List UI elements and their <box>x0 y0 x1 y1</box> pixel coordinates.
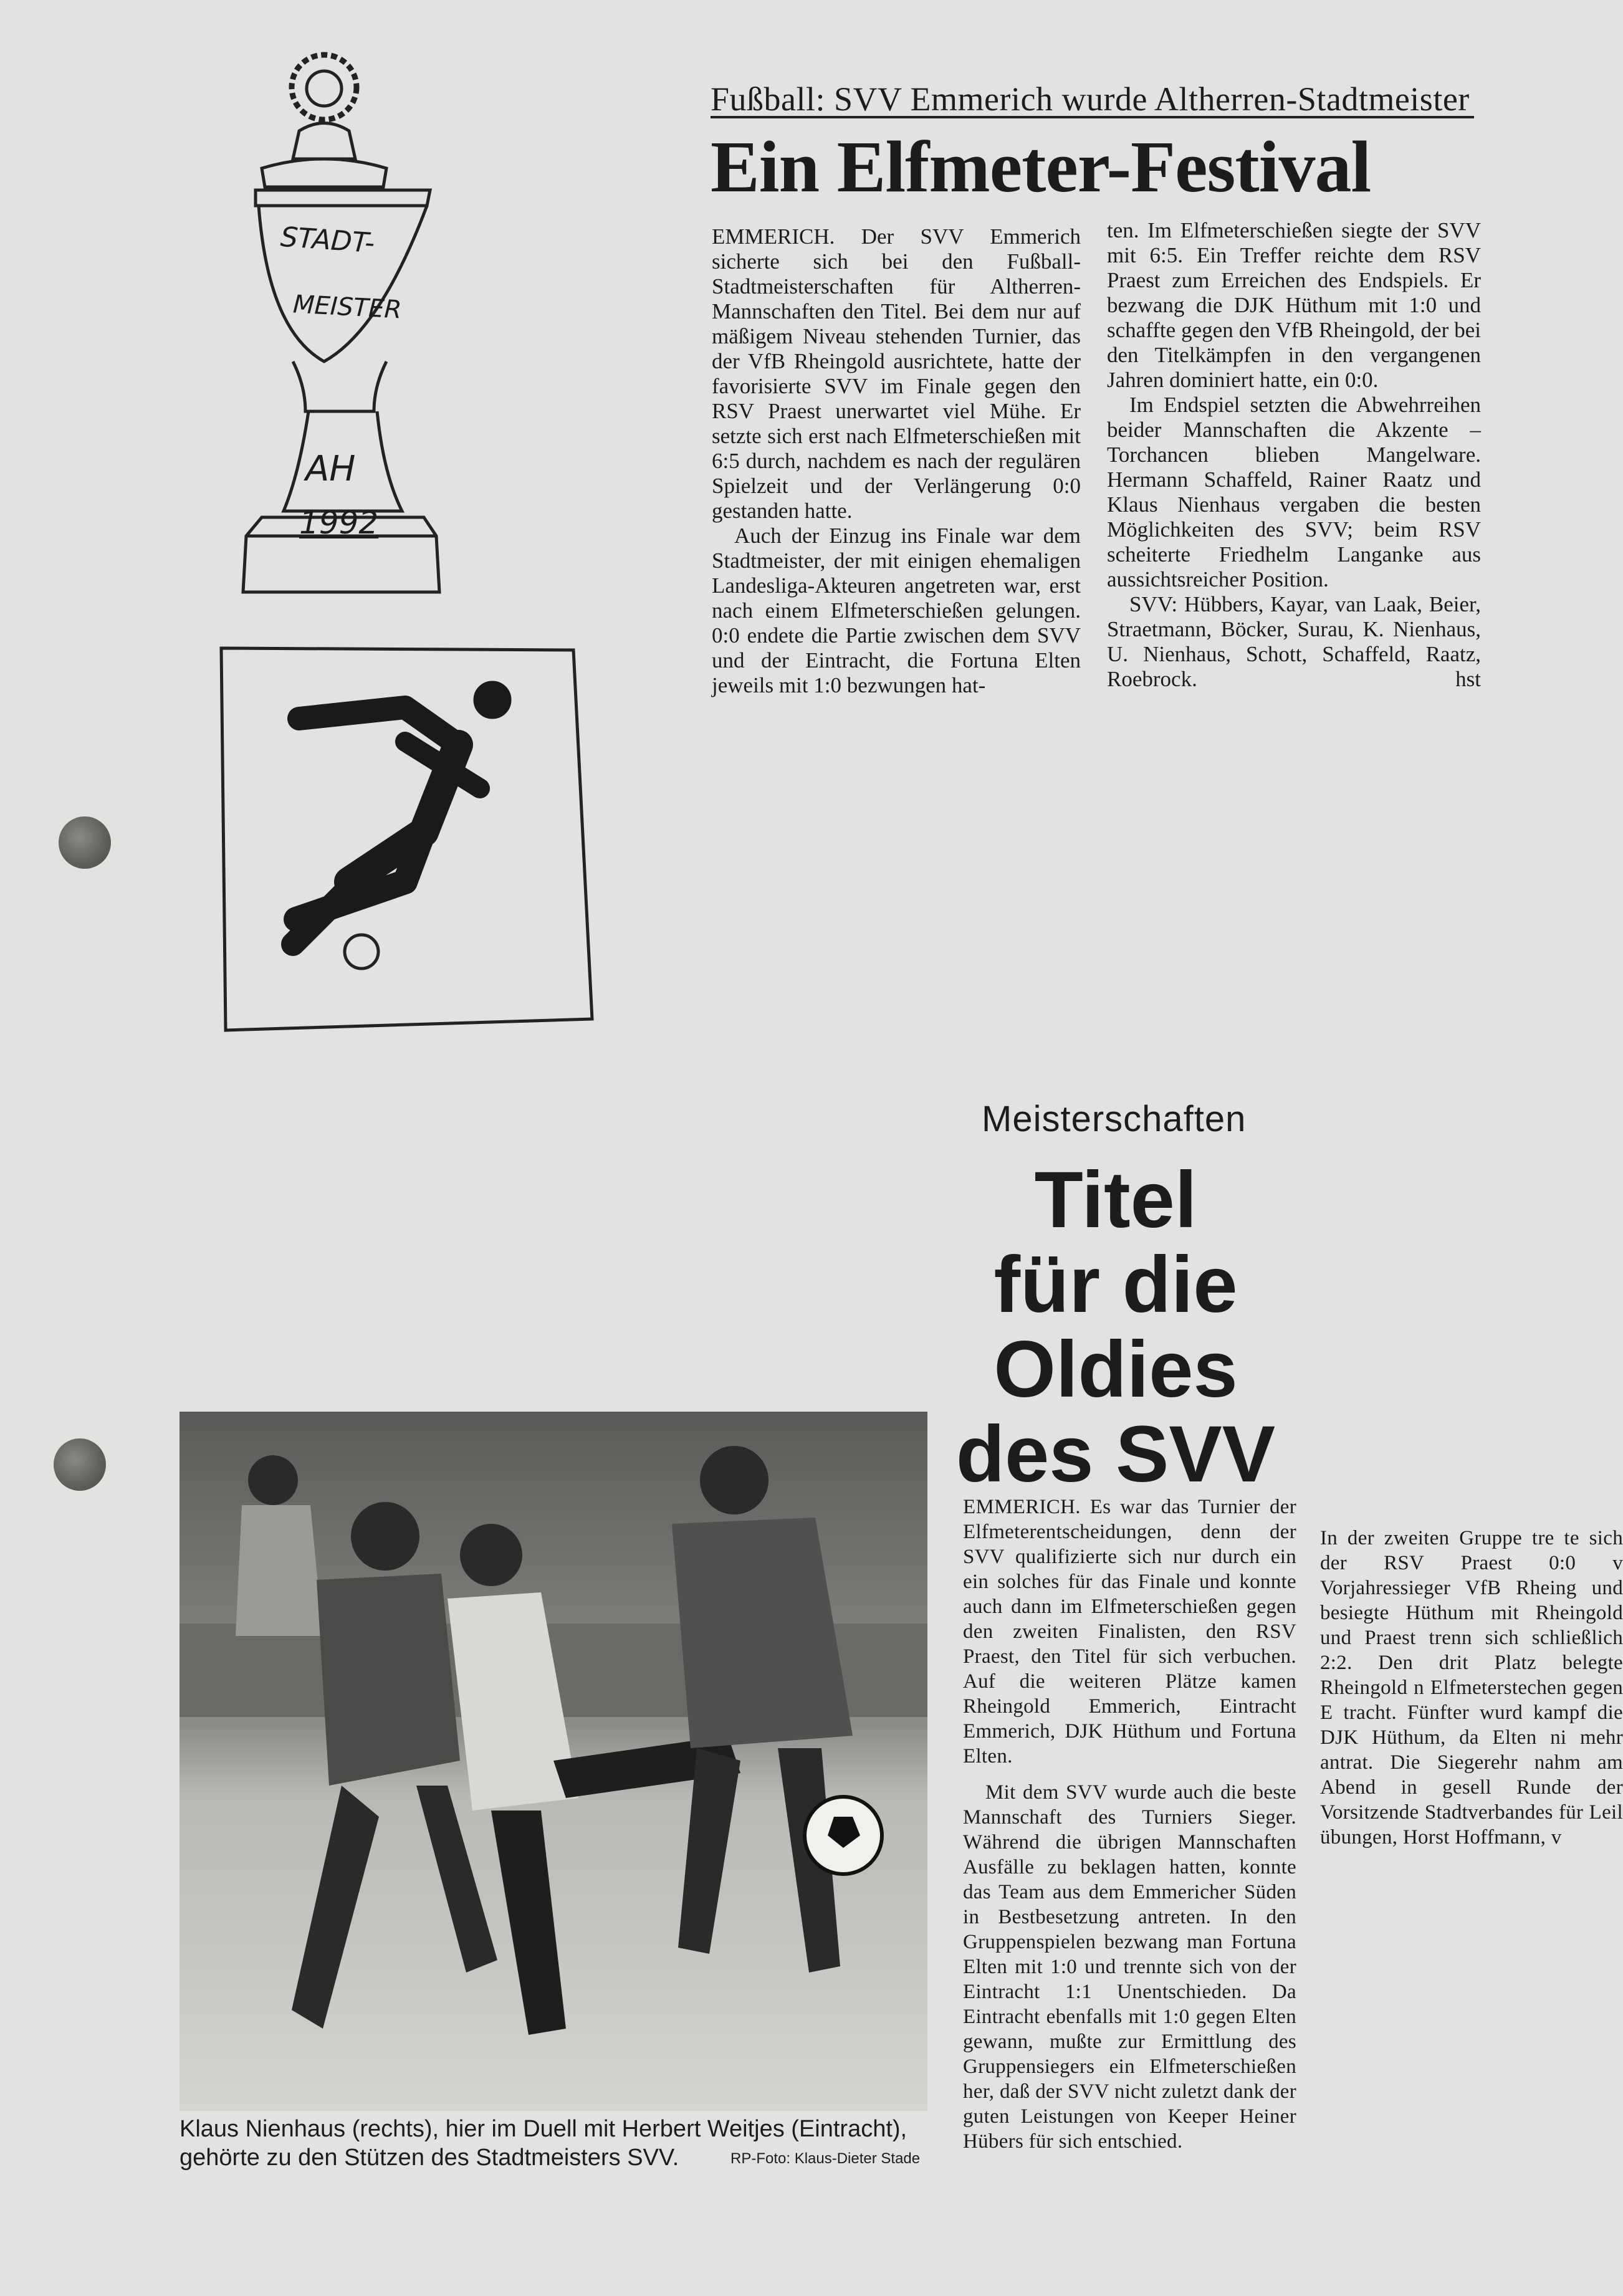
article1-col1-para1: EMMERICH. Der SVV Emmerich sicherte sich bei den Fußball-Stadtmeisterschaften für Altherren-Mannschaften den Titel. Bei dem nur auf mäßigem Niveau stehenden Turnier, das der VfB Rheingold ausrichtete, hatte der favorisierte SVV im Finale gegen den RSV Praest unerwartet viel Mühe. Er setzte sich erst nach Elfmeterschießen mit 6:5 durch, nachdem es nach der regulären Spielzeit und der Verlängerung 0:0 gestanden hatte. <box>712 224 1081 523</box>
trophy-text-1: STADT- <box>279 221 376 260</box>
punch-hole-top <box>59 816 111 869</box>
article1-rule <box>711 116 1474 118</box>
article2-col1-para2: Mit dem SVV wurde auch die beste Mannschaft des Turniers Sieger. Während die übrigen Mannschaften Ausfälle zu beklagen hatten, konnte das Team aus dem Emmericher Süden in Bestbesetzung antreten. In den Gruppenspielen bezwang man Fortuna Elten mit 1:0 und trennte sich von der Eintracht 1:1 Unentschieden. Da Eintracht ebenfalls mit 1:0 gegen Elten gewann, mußte zur Ermittlung des Gruppensiegers ein Elfmeterschießen her, daß der SVV nicht zuletzt dank der guten Leistungen von Keeper Heiner Hübers für sich entschied. <box>963 1781 1296 2153</box>
article2-headline-line1: Titel <box>1034 1155 1197 1245</box>
article2-column-2 <box>1320 1526 1623 1850</box>
photo-caption: Klaus Nienhaus (rechts), hier im Duell mit Herbert Weitjes (Eintracht), gehörte zu den Stützen des Stadtmeisters SVV. <box>180 2116 907 2171</box>
article2-kicker: Meisterschaften <box>982 1099 1247 1139</box>
article1-author: hst <box>1455 667 1481 691</box>
article1-lineup: SVV: Hübbers, Kayar, van Laak, Beier, Straetmann, Böcker, Surau, K. Nienhaus, U. Nienhaus, Schott, Schaffeld, Raatz, Roebrock. <box>1107 592 1481 691</box>
article2-col1-para1: EMMERICH. Es war das Turnier der Elfmeterentscheidungen, denn der SVV qualifizierte sich nur durch ein ein solches für das Finale und konnte auch dann im Elfmeterschießen gegen den zweiten Finalisten, den RSV Praest, den Titel für sich verbuchen. Auf die weiteren Plätze kamen Rheingold Emmerich, Eintracht Emmerich, DJK Hüthum und Fortuna Elten. <box>963 1496 1296 1767</box>
punch-hole-bottom <box>54 1438 106 1491</box>
photo-credit: RP-Foto: Klaus-Dieter Stade <box>730 2150 921 2167</box>
article1-headline: Ein Elfmeter-Festival <box>711 126 1371 208</box>
article1-column-1 <box>712 224 1081 698</box>
article1-col2-para1: ten. Im Elfmeterschießen siegte der SVV mit 6:5. Ein Treffer reichte dem RSV Praest zum Erreichen des Endspiels. Er bezwang die DJK Hüthum mit 1:0 und schaffte gegen den VfB Rheingold, der bei den Titelkämpfen in den vergangenen Jahren dominiert hatte, ein 0:0. <box>1107 218 1481 392</box>
trophy-text-year: 1992 <box>299 505 379 541</box>
trophy-text-ah: AH <box>305 449 356 489</box>
article2-headline <box>941 1155 1290 1499</box>
article2-headline-line3: Oldies <box>993 1325 1238 1414</box>
match-photo <box>180 1412 927 2111</box>
article2-column-1 <box>963 1495 1296 2154</box>
article1-column-2 <box>1107 218 1481 692</box>
article1-col2-para3 <box>1107 592 1481 692</box>
article1-col1-para2: Auch der Einzug ins Finale war dem Stadtmeister, der mit einigen ehemaligen Landesliga-Akteuren angetreten war, erst nach einem Elfmeterschießen gelungen. 0:0 endete die Partie zwischen dem SVV und der Eintracht, die Fortuna Elten jeweils mit 1:0 bezwungen hat- <box>712 524 1081 697</box>
article2-col2-para1: In der zweiten Gruppe tre te sich der RSV Praest 0:0 v Vorjahressieger VfB Rheing und besiegte Hüthum mit Rheingold und Praest trenn sich schließlich 2:2. Den drit Platz belegte Rheingold n Elfmeterstechen gegen E tracht. Fünfter wurd kampf die DJK Hüthum, da Elten ni mehr antrat. Die Siegerehr nahm am Abend in gesell Runde der Vorsitzende Stadtverbandes für Leil übungen, Horst Hoffmann, v <box>1320 1527 1623 1849</box>
article2-headline-line2: für die <box>993 1240 1238 1329</box>
soccer-player-icon <box>218 645 598 1035</box>
article2-headline-line4: des SVV <box>955 1410 1276 1499</box>
article1-col2-para2: Im Endspiel setzten die Abwehrreihen beider Mannschaften die Akzente – Torchancen blieben Mangelware. Hermann Schaffeld, Rainer Raatz und Klaus Nienhaus vergaben die besten Möglichkeiten des SVV; beim RSV scheiterte Friedhelm Langanke aus aussichtsreicher Position. <box>1107 393 1481 591</box>
trophy-text-2: MEISTER <box>292 290 403 325</box>
article1-kicker: Fußball: SVV Emmerich wurde Altherren-Stadtmeister <box>711 80 1470 118</box>
